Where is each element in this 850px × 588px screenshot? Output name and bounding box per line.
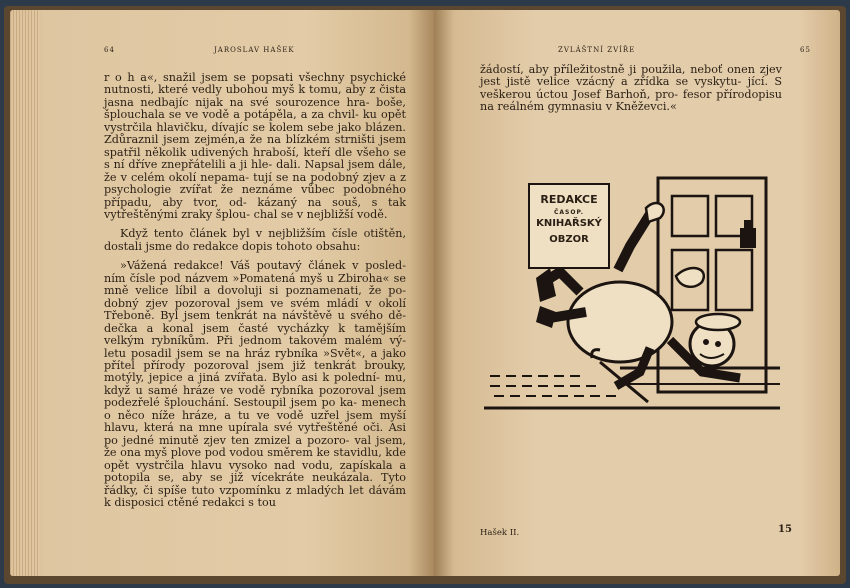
text-line: Třeboně. Byl jsem tenkrát na návštěvě u svého dě-	[104, 309, 406, 323]
text-line: dečka a konal jsem časté vycházky k tamějším	[104, 321, 406, 335]
running-head: ZVLÁŠTNÍ ZVÍŘE	[558, 46, 636, 54]
paragraph-1	[480, 64, 782, 114]
text-line: kázaný na souš, s tak vytřeštěnými zraky šplou-	[104, 195, 406, 221]
text-line: kteří dle všeho se s ní dříve znepřátelili a ji hle-	[104, 145, 406, 172]
right-page	[434, 10, 840, 576]
text-line: chal se v nejbližší vodě.	[253, 207, 388, 221]
text-line: tují se na podobný zjev a z psychologie zvířat že	[104, 170, 406, 197]
text-line: přítel přírody pozoroval jsem již tenkrát brouky,	[104, 358, 406, 372]
text-line: ku opět vystrčila hlavičku, dívajíc se kolem sebe	[104, 108, 406, 134]
text-line: Když tento článek byl v nejbližším čísle otištěn,	[120, 227, 406, 241]
text-line: zjev jest jistě velice vzácný a zřídka se vyskytu-	[480, 63, 782, 89]
cartoon-illustration	[480, 172, 784, 422]
left-page	[10, 10, 434, 576]
page-number: 64	[104, 46, 115, 54]
paragraph-1	[104, 72, 406, 221]
text-line: velkým rybníkům. Při jednom takovém malém vý-	[104, 334, 406, 348]
text-line: nutnosti, které vedly ubohou myš k tomu, aby	[104, 83, 370, 97]
page-edge-stack	[10, 10, 40, 576]
text-line: myší hlavu, která na mne upírala své vytřeštěné	[104, 408, 406, 435]
text-line: motýly, jepice a jiná zvířata. Bylo asi k polední-	[104, 371, 385, 385]
body-text	[104, 72, 406, 516]
text-line: z mladých let dávám k disposici ctěné redakci s tou	[104, 483, 406, 509]
paragraph-2	[104, 228, 406, 253]
text-line: strništi jsem spatřil několik udivených hraboší,	[104, 133, 406, 159]
running-head: JAROSLAV HAŠEK	[214, 46, 295, 54]
text-line: v Kněževci.«	[605, 100, 677, 114]
text-line: neznáme vůbec podobného případu, aby tvor, od-	[104, 183, 407, 209]
text-line: r o h a«, snažil jsem se popsati všechny psychické	[104, 71, 406, 84]
text-line: jící. S veškerou úctou Josef Barhoň, pro-	[480, 75, 783, 101]
text-line: fesor přírodopisu na reálném gymnasiu	[480, 87, 782, 114]
text-line: z čista jasna nedbajíc nijak na své sourozence hra-	[104, 83, 406, 109]
text-line: dostali jsme do redakce dopis tohoto obsahu:	[104, 239, 361, 253]
signature-mark: Hašek II.	[480, 528, 520, 538]
text-line: val jsem, že ona myš plove pod vodou směrem ke	[104, 433, 407, 460]
paragraph-3	[104, 260, 406, 509]
text-line: se mně velice líbil a dovoluji si poznamenati, že po-	[104, 271, 406, 298]
sign-title: REDAKCE	[540, 193, 598, 206]
text-line: ním čísle pod názvem »Pomatená myš u Zbiroha«	[104, 271, 394, 285]
sign-magazine-name-2: OBZOR	[549, 234, 589, 245]
editorial-sign	[528, 183, 610, 269]
signature-number: 15	[778, 524, 792, 535]
text-line: jsem podezřelé šplouchání. Sestoupil jsem po ka-	[104, 383, 406, 410]
text-line: žádostí, aby příležitostně ji použila, neboť onen	[480, 63, 760, 76]
text-line: jako blázen. Zdůraznil jsem zejmén,a že na blízkém	[104, 120, 406, 147]
text-line: menech o něco níže hráze, a tu ve vodě uzřel jsem	[104, 396, 406, 422]
text-line: dali. Napsal jsem dále, že v celém okolí nepama-	[104, 158, 406, 184]
cartoon-drawing	[480, 172, 784, 422]
text-line: neukázala. Tyto řádky, či spíše tuto vzpomínku	[104, 471, 406, 497]
text-line: letu posadil jsem se na hráz rybníka »Svět«, a jako	[104, 346, 406, 360]
body-text	[480, 64, 782, 121]
open-book	[4, 6, 846, 584]
text-line: oči. Asi po jedné minutě zjev ten zmizel a pozoro-	[104, 421, 406, 447]
text-line: dobný zjev pozoroval jsem ve svém mládí v okolí	[104, 296, 406, 310]
page-number: 65	[800, 46, 811, 54]
sign-magazine-name: KNIHAŘSKÝ	[536, 218, 602, 229]
sign-subtitle: ČASOP.	[553, 209, 585, 216]
text-line: »Vážená redakce! Váš poutavý článek v posled-	[120, 259, 406, 273]
text-line: mu, když u samé hráze ve vodě rybníka pozoroval	[104, 371, 406, 397]
text-line: stavidlu, kde opět vystrčila hlavu vysoko nad	[104, 446, 406, 472]
text-line: bоše, šplouchala se ve vodě a potápěla, a za chvil-	[104, 95, 406, 122]
text-line: vodu, zapískala a potopila se, aby se již vícekráte	[104, 458, 406, 485]
